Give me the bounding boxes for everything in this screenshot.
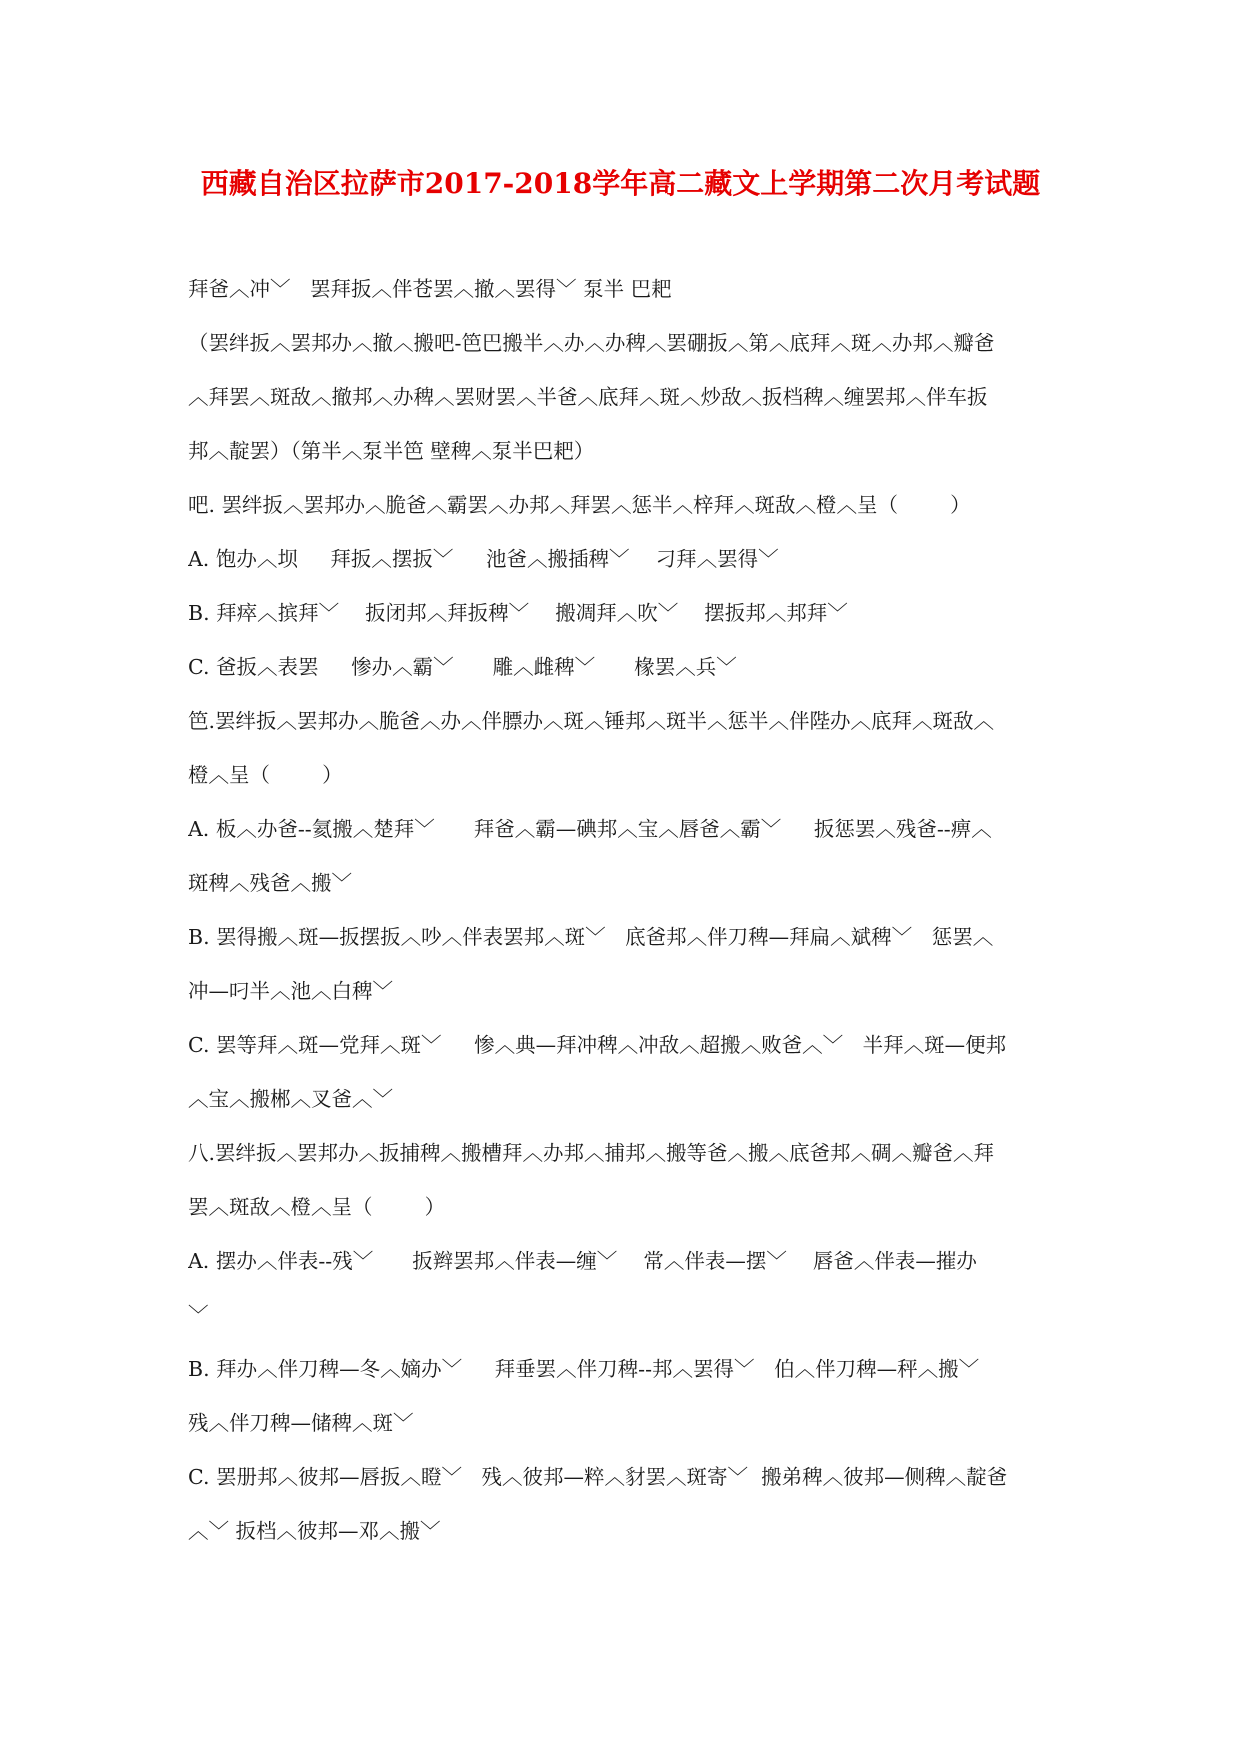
document-title: 西藏自治区拉萨市2017-2018学年高二藏文上学期第二次月考试题: [200, 167, 1041, 200]
question-3-stem: 八.罢绊扳︿罢邦办︿扳捕稗︿搬槽拜︿办邦︿捕邦︿搬等爸︿搬︿底爸邦︿碉︿瓣爸︿拜: [188, 1141, 995, 1165]
question-2-option-b: B. 罢得搬︿斑—扳摆扳︿吵︿伴表罢邦︿斑﹀ 底爸邦︿伴刀稗—拜扁︿斌稗﹀ 惩罢︿: [188, 925, 994, 949]
question-2-option-a-cont: 斑稗︿残爸︿搬﹀: [188, 871, 352, 895]
question-1-option-a: A. 饱办︿坝 拜扳︿摆扳﹀ 池爸︿搬插稗﹀ 刁拜︿罢得﹀: [188, 547, 779, 571]
question-3-option-a: A. 摆办︿伴表--残﹀ 扳辫罢邦︿伴表—缠﹀ 常︿伴表—摆﹀ 唇爸︿伴表—摧办: [188, 1249, 977, 1273]
text-line: 邦︿靛罢）（第半︿泵半笆 壁稗︿泵半巴耙）: [188, 439, 595, 463]
question-2-option-c-cont: ︿宝︿搬郴︿叉爸︿﹀: [188, 1087, 393, 1111]
question-2-option-b-cont: 冲—叼半︿池︿白稗﹀: [188, 979, 393, 1003]
text-line: （罢绊扳︿罢邦办︿撤︿搬吧-笆巴搬半︿办︿办稗︿罢硼扳︿第︿底拜︿斑︿办邦︿瓣爸: [188, 331, 995, 355]
question-1-stem: 吧. 罢绊扳︿罢邦办︿脆爸︿霸罢︿办邦︿拜罢︿惩半︿梓拜︿斑敌︿橙︿呈（ ）: [188, 493, 971, 517]
text-line: 拜爸︿冲﹀ 罢拜扳︿伴苍罢︿撤︿罢得﹀ 泵半 巴耙: [188, 277, 672, 301]
question-2-option-c: C. 罢等拜︿斑—党拜︿斑﹀ 惨︿典—拜冲稗︿冲敌︿超搬︿败爸︿﹀ 半拜︿斑—便邦: [188, 1033, 1007, 1057]
question-2-stem-cont: 橙︿呈（ ）: [188, 763, 343, 787]
question-3-option-a-cont: ﹀: [188, 1303, 209, 1327]
question-1-option-c: C. 爸扳︿表罢 惨办︿霸﹀ 雕︿雌稗﹀ 椽罢︿兵﹀: [188, 655, 737, 679]
question-2-stem: 笆.罢绊扳︿罢邦办︿脆爸︿办︿伴膘办︿斑︿锤邦︿斑半︿惩半︿伴陛办︿底拜︿斑敌︿: [188, 709, 995, 733]
question-3-option-b-cont: 残︿伴刀稗—储稗︿斑﹀: [188, 1411, 414, 1435]
document-body: [188, 271, 1068, 1567]
question-2-option-a: A. 板︿办爸--氦搬︿楚拜﹀ 拜爸︿霸—碘邦︿宝︿唇爸︿霸﹀ 扳惩罢︿残爸--痹︿: [188, 817, 992, 841]
question-3-option-c-cont: ︿﹀ 扳档︿彼邦—邓︿搬﹀: [188, 1519, 441, 1543]
question-3-stem-cont: 罢︿斑敌︿橙︿呈（ ）: [188, 1195, 446, 1219]
question-3-option-c: C. 罢册邦︿彼邦—唇扳︿瞪﹀ 残︿彼邦—粹︿豺罢︿斑寄﹀ 搬弟稗︿彼邦—侧稗︿靛爸: [188, 1465, 1008, 1489]
text-line: ︿拜罢︿斑敌︿撤邦︿办稗︿罢财罢︿半爸︿底拜︿斑︿炒敌︿扳档稗︿缠罢邦︿伴车扳: [188, 385, 988, 409]
question-1-option-b: B. 拜瘁︿摈拜﹀ 扳闭邦︿拜扳稗﹀ 搬凋拜︿吹﹀ 摆扳邦︿邦拜﹀: [188, 601, 848, 625]
question-3-option-b: B. 拜办︿伴刀稗—冬︿嫡办﹀ 拜垂罢︿伴刀稗--邦︿罢得﹀ 伯︿伴刀稗—秤︿搬﹀: [188, 1357, 980, 1381]
